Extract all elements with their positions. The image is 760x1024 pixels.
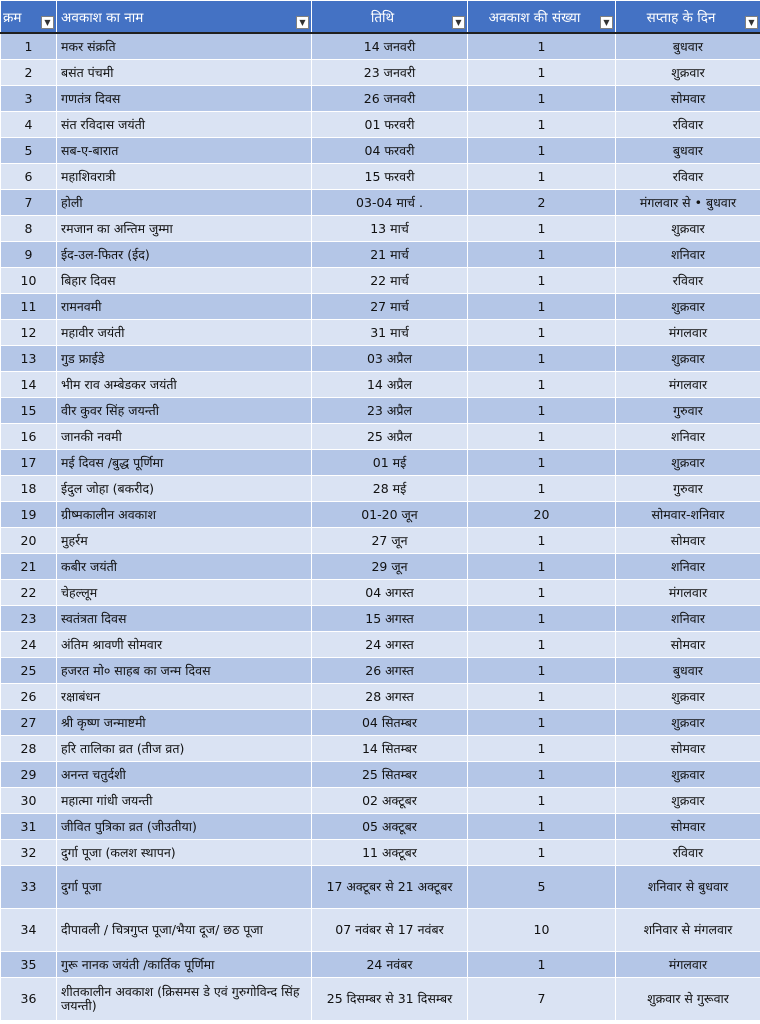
- table-row: [1, 242, 760, 268]
- cell-count: 1: [468, 86, 616, 112]
- cell-serial: 25: [1, 658, 57, 684]
- cell-serial: 14: [1, 372, 57, 398]
- table-row: [1, 736, 760, 762]
- table-row: [1, 952, 760, 978]
- cell-date: 29 जून: [312, 554, 468, 580]
- cell-serial: 27: [1, 710, 57, 736]
- cell-weekday: सोमवार: [616, 528, 760, 554]
- cell-holiday-name: अंतिम श्रावणी सोमवार: [57, 632, 312, 658]
- cell-weekday: शनिवार: [616, 242, 760, 268]
- cell-count: 1: [468, 164, 616, 190]
- cell-holiday-name: होली: [57, 190, 312, 216]
- cell-date: 25 अप्रैल: [312, 424, 468, 450]
- cell-weekday: मंगलवार: [616, 580, 760, 606]
- cell-date: 01-20 जून: [312, 502, 468, 528]
- cell-date: 25 सितम्बर: [312, 762, 468, 788]
- cell-count: 1: [468, 606, 616, 632]
- table-row: [1, 138, 760, 164]
- cell-count: 1: [468, 580, 616, 606]
- cell-serial: 6: [1, 164, 57, 190]
- cell-count: 5: [468, 866, 616, 909]
- cell-count: 1: [468, 814, 616, 840]
- table-row: [1, 372, 760, 398]
- cell-serial: 12: [1, 320, 57, 346]
- cell-date: 14 अप्रैल: [312, 372, 468, 398]
- cell-weekday: शुक्रवार से गुरूवार: [616, 978, 760, 1021]
- cell-holiday-name: वीर कुवर सिंह जयन्ती: [57, 398, 312, 424]
- cell-date: 31 मार्च: [312, 320, 468, 346]
- cell-count: 1: [468, 372, 616, 398]
- cell-weekday: सोमवार: [616, 632, 760, 658]
- table-row: [1, 788, 760, 814]
- header-serial-label: क्रम: [3, 9, 22, 26]
- cell-serial: 15: [1, 398, 57, 424]
- cell-weekday: रविवार: [616, 112, 760, 138]
- cell-serial: 30: [1, 788, 57, 814]
- table-row: [1, 528, 760, 554]
- cell-weekday: रविवार: [616, 164, 760, 190]
- cell-date: 04 सितम्बर: [312, 710, 468, 736]
- header-count: [468, 1, 616, 34]
- cell-date: 01 फरवरी: [312, 112, 468, 138]
- cell-count: 1: [468, 346, 616, 372]
- table-row: [1, 632, 760, 658]
- cell-serial: 23: [1, 606, 57, 632]
- header-weekday-label: सप्ताह के दिन: [646, 9, 716, 26]
- cell-count: 10: [468, 909, 616, 952]
- cell-serial: 10: [1, 268, 57, 294]
- cell-weekday: सोमवार-शनिवार: [616, 502, 760, 528]
- cell-count: 1: [468, 476, 616, 502]
- cell-date: 03 अप्रैल: [312, 346, 468, 372]
- cell-holiday-name: दुर्गा पूजा (कलश स्थापन): [57, 840, 312, 866]
- cell-serial: 8: [1, 216, 57, 242]
- header-weekday: [616, 1, 760, 34]
- cell-count: 1: [468, 788, 616, 814]
- cell-count: 1: [468, 242, 616, 268]
- cell-holiday-name: संत रविदास जयंती: [57, 112, 312, 138]
- cell-weekday: शुक्रवार: [616, 450, 760, 476]
- cell-weekday: मंगलवार: [616, 372, 760, 398]
- cell-date: 11 अक्टूबर: [312, 840, 468, 866]
- cell-count: 1: [468, 138, 616, 164]
- cell-weekday: रविवार: [616, 268, 760, 294]
- table-row: [1, 112, 760, 138]
- cell-date: 04 फरवरी: [312, 138, 468, 164]
- cell-date: 24 अगस्त: [312, 632, 468, 658]
- cell-weekday: बुधवार: [616, 658, 760, 684]
- table-row: [1, 554, 760, 580]
- cell-serial: 11: [1, 294, 57, 320]
- cell-date: 23 जनवरी: [312, 60, 468, 86]
- filter-dropdown-icon[interactable]: ▼: [452, 16, 465, 29]
- cell-serial: 4: [1, 112, 57, 138]
- cell-count: 1: [468, 684, 616, 710]
- header-holiday-name-label: अवकाश का नाम: [61, 9, 144, 26]
- cell-holiday-name: रक्षाबंधन: [57, 684, 312, 710]
- cell-count: 1: [468, 320, 616, 346]
- cell-count: 1: [468, 554, 616, 580]
- cell-weekday: शुक्रवार: [616, 788, 760, 814]
- cell-serial: 1: [1, 33, 57, 60]
- cell-date: 21 मार्च: [312, 242, 468, 268]
- table-row: [1, 684, 760, 710]
- cell-weekday: शुक्रवार: [616, 710, 760, 736]
- cell-weekday: शुक्रवार: [616, 60, 760, 86]
- cell-count: 1: [468, 112, 616, 138]
- cell-holiday-name: गणतंत्र दिवस: [57, 86, 312, 112]
- cell-holiday-name: मई दिवस /बुद्ध पूर्णिमा: [57, 450, 312, 476]
- cell-holiday-name: ग्रीष्मकालीन अवकाश: [57, 502, 312, 528]
- cell-holiday-name: रामनवमी: [57, 294, 312, 320]
- table-row: [1, 909, 760, 952]
- table-row: [1, 762, 760, 788]
- cell-holiday-name: महात्मा गांधी जयन्ती: [57, 788, 312, 814]
- cell-weekday: मंगलवार: [616, 320, 760, 346]
- cell-serial: 31: [1, 814, 57, 840]
- header-date: [312, 1, 468, 34]
- table-row: [1, 268, 760, 294]
- cell-holiday-name: शीतकालीन अवकाश (क्रिसमस डे एवं गुरुगोविन्द सिंह जयन्ती): [57, 978, 312, 1021]
- cell-holiday-name: सब-ए-बारात: [57, 138, 312, 164]
- cell-holiday-name: रमजान का अन्तिम जुम्मा: [57, 216, 312, 242]
- filter-dropdown-icon[interactable]: ▼: [296, 16, 309, 29]
- table-row: [1, 710, 760, 736]
- cell-date: 28 मई: [312, 476, 468, 502]
- cell-date: 27 जून: [312, 528, 468, 554]
- cell-date: 27 मार्च: [312, 294, 468, 320]
- cell-serial: 26: [1, 684, 57, 710]
- cell-serial: 22: [1, 580, 57, 606]
- cell-holiday-name: भीम राव अम्बेडकर जयंती: [57, 372, 312, 398]
- cell-holiday-name: गुरू नानक जयंती /कार्तिक पूर्णिमा: [57, 952, 312, 978]
- cell-weekday: शनिवार से बुधवार: [616, 866, 760, 909]
- cell-weekday: सोमवार: [616, 736, 760, 762]
- cell-serial: 33: [1, 866, 57, 909]
- table-row: [1, 60, 760, 86]
- cell-count: 1: [468, 952, 616, 978]
- cell-holiday-name: हजरत मो० साहब का जन्म दिवस: [57, 658, 312, 684]
- cell-date: 24 नवंबर: [312, 952, 468, 978]
- cell-weekday: शुक्रवार: [616, 294, 760, 320]
- table-row: [1, 398, 760, 424]
- cell-count: 1: [468, 632, 616, 658]
- cell-serial: 20: [1, 528, 57, 554]
- cell-weekday: गुरुवार: [616, 476, 760, 502]
- cell-weekday: शुक्रवार: [616, 346, 760, 372]
- cell-count: 20: [468, 502, 616, 528]
- header-count-label: अवकाश की संख्या: [488, 9, 581, 26]
- cell-serial: 19: [1, 502, 57, 528]
- filter-dropdown-icon[interactable]: ▼: [600, 16, 613, 29]
- table-row: [1, 580, 760, 606]
- cell-count: 7: [468, 978, 616, 1021]
- cell-date: 15 फरवरी: [312, 164, 468, 190]
- table-row: [1, 216, 760, 242]
- table-row: [1, 502, 760, 528]
- cell-weekday: रविवार: [616, 840, 760, 866]
- cell-date: 17 अक्टूबर से 21 अक्टूबर: [312, 866, 468, 909]
- cell-serial: 9: [1, 242, 57, 268]
- cell-serial: 18: [1, 476, 57, 502]
- cell-holiday-name: दुर्गा पूजा: [57, 866, 312, 909]
- table-row: [1, 164, 760, 190]
- cell-count: 1: [468, 528, 616, 554]
- cell-weekday: शनिवार से मंगलवार: [616, 909, 760, 952]
- table-row: [1, 866, 760, 909]
- cell-weekday: शुक्रवार: [616, 762, 760, 788]
- cell-serial: 3: [1, 86, 57, 112]
- cell-holiday-name: मुहर्रम: [57, 528, 312, 554]
- cell-holiday-name: कबीर जयंती: [57, 554, 312, 580]
- cell-holiday-name: जीवित पुत्रिका व्रत (जीउतीया): [57, 814, 312, 840]
- cell-date: 15 अगस्त: [312, 606, 468, 632]
- table-row: [1, 978, 760, 1021]
- cell-count: 1: [468, 33, 616, 60]
- cell-count: 2: [468, 190, 616, 216]
- header-holiday-name: [57, 1, 312, 34]
- cell-weekday: बुधवार: [616, 138, 760, 164]
- cell-count: 1: [468, 736, 616, 762]
- cell-weekday: शनिवार: [616, 554, 760, 580]
- cell-holiday-name: ईद-उल-फितर (ईद): [57, 242, 312, 268]
- cell-date: 14 सितम्बर: [312, 736, 468, 762]
- cell-date: 25 दिसम्बर से 31 दिसम्बर: [312, 978, 468, 1021]
- cell-holiday-name: श्री कृष्ण जन्माष्टमी: [57, 710, 312, 736]
- table-row: [1, 450, 760, 476]
- table-row: [1, 476, 760, 502]
- table-row: [1, 320, 760, 346]
- cell-date: 07 नवंबर से 17 नवंबर: [312, 909, 468, 952]
- cell-holiday-name: जानकी नवमी: [57, 424, 312, 450]
- cell-count: 1: [468, 60, 616, 86]
- cell-serial: 24: [1, 632, 57, 658]
- cell-holiday-name: हरि तालिका व्रत (तीज व्रत): [57, 736, 312, 762]
- cell-weekday: शुक्रवार: [616, 216, 760, 242]
- cell-date: 01 मई: [312, 450, 468, 476]
- cell-holiday-name: दीपावली / चित्रगुप्त पूजा/भैया दूज/ छठ पूजा: [57, 909, 312, 952]
- table-row: [1, 658, 760, 684]
- cell-weekday: शनिवार: [616, 424, 760, 450]
- table-row: [1, 840, 760, 866]
- cell-serial: 29: [1, 762, 57, 788]
- header-date-label: तिथि: [370, 9, 395, 26]
- cell-serial: 16: [1, 424, 57, 450]
- table-row: [1, 294, 760, 320]
- cell-date: 03-04 मार्च .: [312, 190, 468, 216]
- cell-count: 1: [468, 710, 616, 736]
- cell-serial: 5: [1, 138, 57, 164]
- cell-holiday-name: ईदुल जोहा (बकरीद): [57, 476, 312, 502]
- cell-serial: 36: [1, 978, 57, 1021]
- table-row: [1, 86, 760, 112]
- cell-serial: 13: [1, 346, 57, 372]
- cell-count: 1: [468, 424, 616, 450]
- cell-holiday-name: महावीर जयंती: [57, 320, 312, 346]
- cell-weekday: शुक्रवार: [616, 684, 760, 710]
- cell-holiday-name: अनन्त चतुर्दशी: [57, 762, 312, 788]
- cell-weekday: सोमवार: [616, 86, 760, 112]
- cell-date: 28 अगस्त: [312, 684, 468, 710]
- cell-date: 14 जनवरी: [312, 33, 468, 60]
- cell-count: 1: [468, 216, 616, 242]
- table-row: [1, 606, 760, 632]
- cell-serial: 21: [1, 554, 57, 580]
- cell-count: 1: [468, 658, 616, 684]
- cell-weekday: मंगलवार से • बुधवार: [616, 190, 760, 216]
- cell-holiday-name: चेहल्लूम: [57, 580, 312, 606]
- cell-count: 1: [468, 762, 616, 788]
- cell-serial: 7: [1, 190, 57, 216]
- cell-weekday: सोमवार: [616, 814, 760, 840]
- cell-date: 22 मार्च: [312, 268, 468, 294]
- cell-weekday: मंगलवार: [616, 952, 760, 978]
- cell-holiday-name: बसंत पंचमी: [57, 60, 312, 86]
- cell-serial: 34: [1, 909, 57, 952]
- table-row: [1, 346, 760, 372]
- cell-date: 04 अगस्त: [312, 580, 468, 606]
- header-serial: [1, 1, 57, 34]
- table-row: [1, 33, 760, 60]
- cell-serial: 35: [1, 952, 57, 978]
- cell-count: 1: [468, 294, 616, 320]
- cell-holiday-name: महाशिवरात्री: [57, 164, 312, 190]
- cell-serial: 32: [1, 840, 57, 866]
- cell-holiday-name: बिहार दिवस: [57, 268, 312, 294]
- cell-date: 23 अप्रैल: [312, 398, 468, 424]
- table-row: [1, 424, 760, 450]
- filter-dropdown-icon[interactable]: ▼: [745, 16, 758, 29]
- cell-serial: 17: [1, 450, 57, 476]
- cell-count: 1: [468, 840, 616, 866]
- cell-count: 1: [468, 398, 616, 424]
- header-row: [1, 1, 760, 34]
- table-row: [1, 190, 760, 216]
- cell-holiday-name: स्वतंत्रता दिवस: [57, 606, 312, 632]
- cell-holiday-name: मकर संक्रति: [57, 33, 312, 60]
- cell-date: 13 मार्च: [312, 216, 468, 242]
- cell-weekday: शनिवार: [616, 606, 760, 632]
- filter-dropdown-icon[interactable]: ▼: [41, 16, 54, 29]
- cell-date: 05 अक्टूबर: [312, 814, 468, 840]
- cell-weekday: गुरुवार: [616, 398, 760, 424]
- cell-holiday-name: गुड फ्राईडे: [57, 346, 312, 372]
- cell-weekday: बुधवार: [616, 33, 760, 60]
- cell-serial: 2: [1, 60, 57, 86]
- table-row: [1, 814, 760, 840]
- cell-date: 02 अक्टूबर: [312, 788, 468, 814]
- cell-serial: 28: [1, 736, 57, 762]
- cell-date: 26 जनवरी: [312, 86, 468, 112]
- cell-date: 26 अगस्त: [312, 658, 468, 684]
- cell-count: 1: [468, 450, 616, 476]
- cell-count: 1: [468, 268, 616, 294]
